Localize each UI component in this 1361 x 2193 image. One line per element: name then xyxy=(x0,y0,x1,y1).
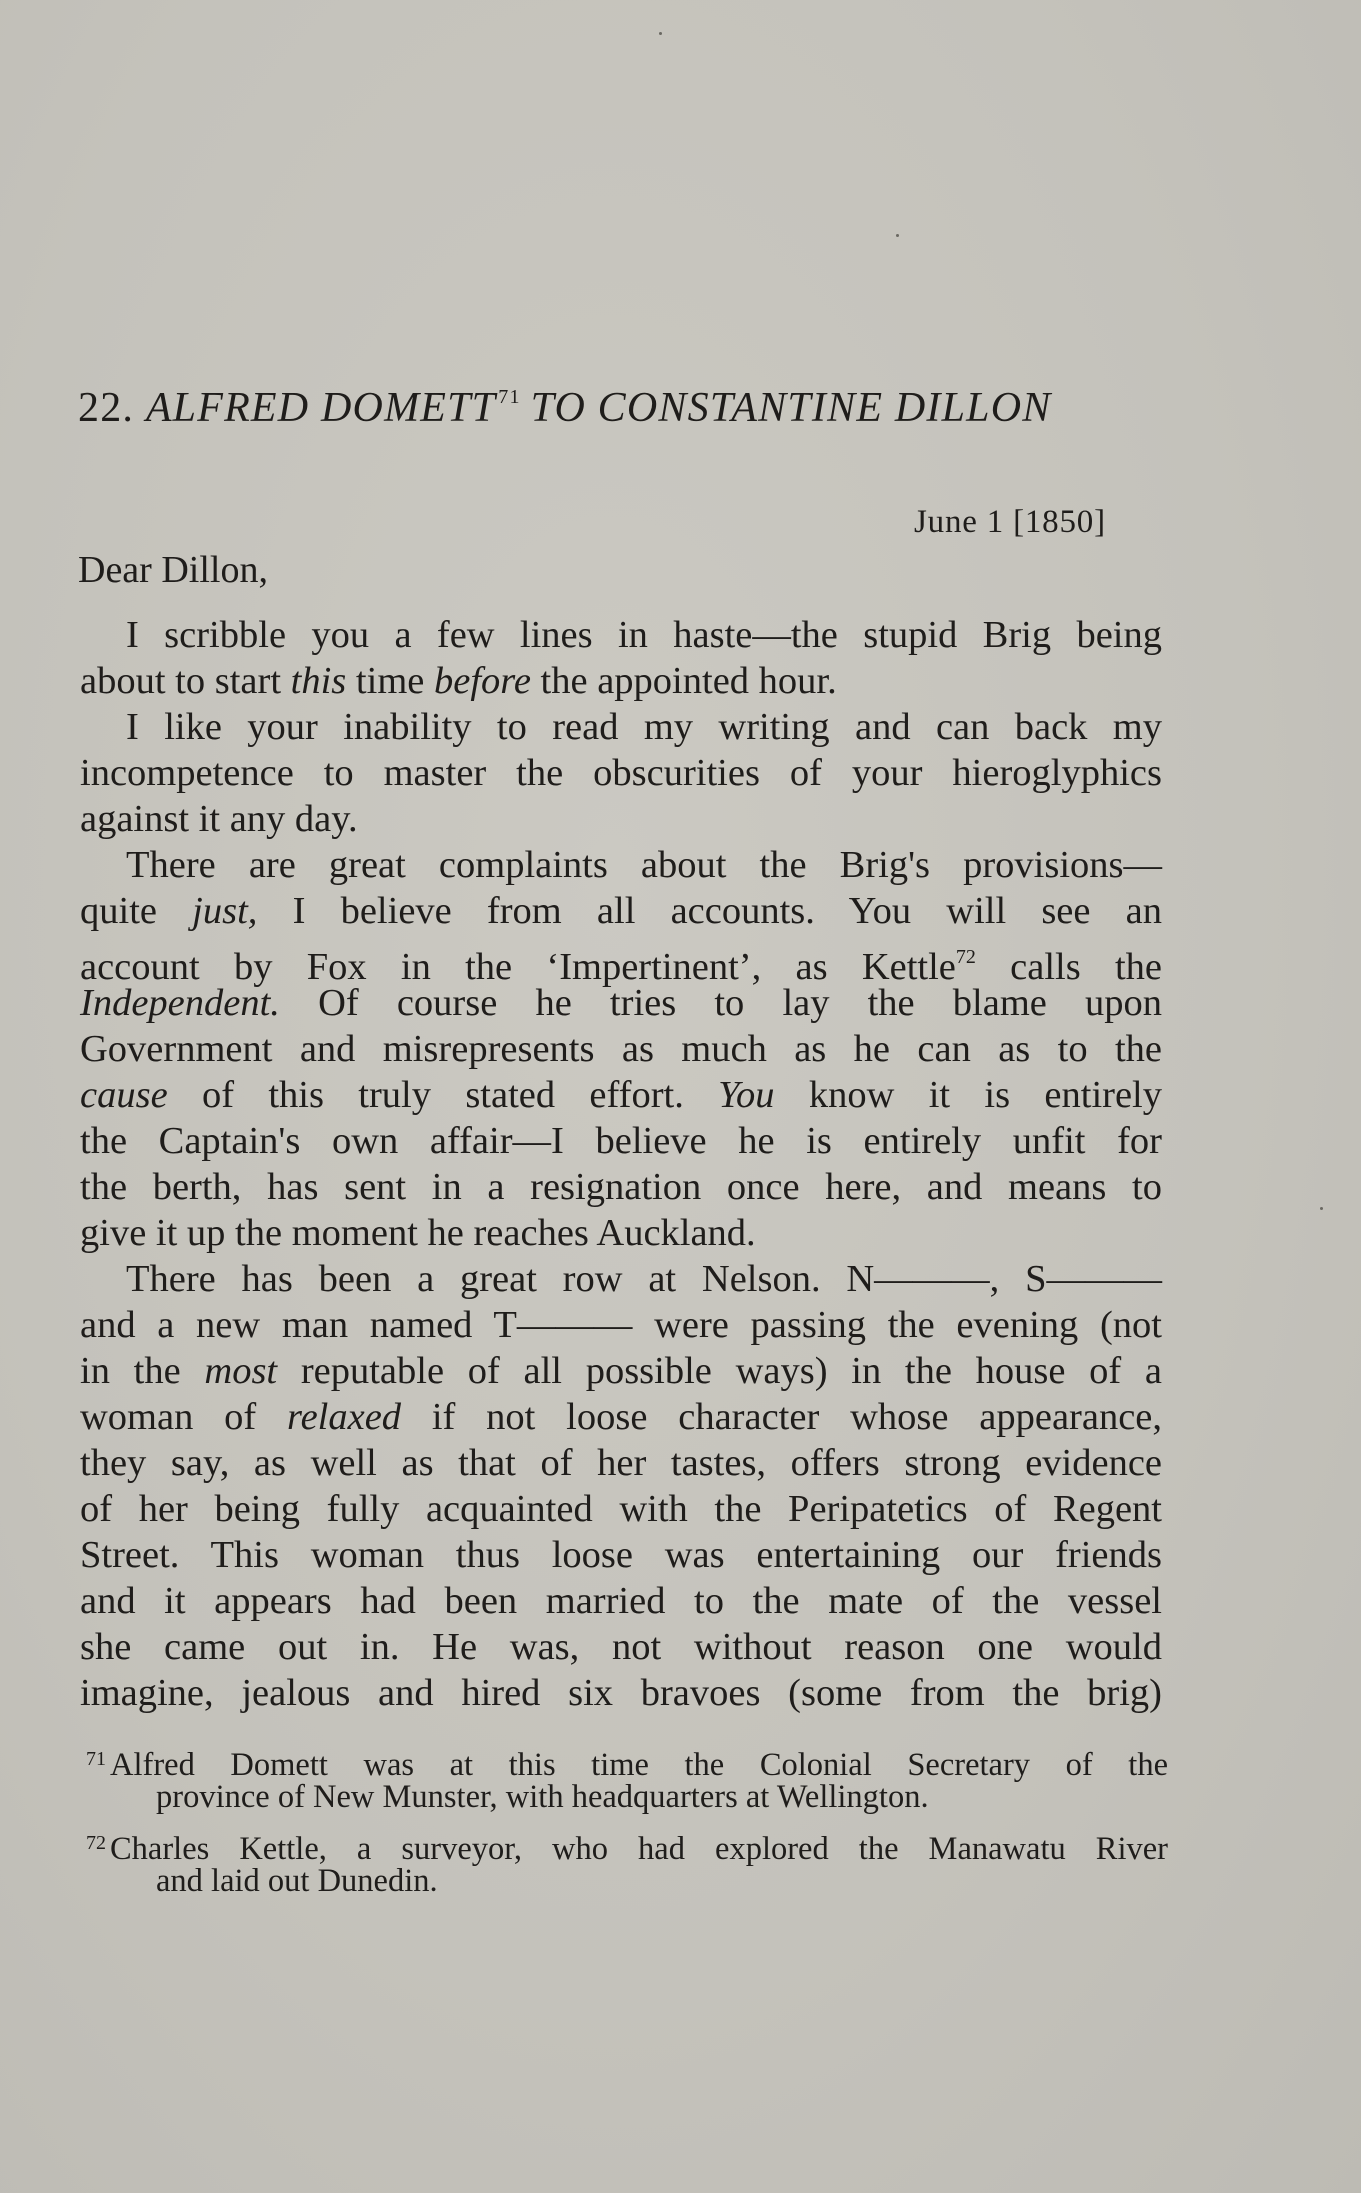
italic-text: this xyxy=(290,660,347,702)
body-line: incompetence to master the obscurities of your hieroglyphics xyxy=(80,752,1162,794)
body-line: imagine, jealous and hired six bravoes (some from the brig) xyxy=(80,1672,1162,1714)
text-run: in the xyxy=(80,1350,205,1392)
body-line xyxy=(80,658,1162,704)
letter-heading xyxy=(78,384,1051,432)
paper-speck xyxy=(659,32,662,35)
letter-number: 22. xyxy=(78,385,135,431)
text-run: calls the xyxy=(975,946,1162,988)
body-line: the berth, has sent in a resignation once here, and means to xyxy=(80,1166,1162,1208)
body-line xyxy=(80,1394,1162,1440)
footnote-72 xyxy=(86,1824,1168,1867)
paper-speck xyxy=(1320,1207,1323,1210)
body-line xyxy=(80,888,1162,934)
text-run: I believe from all accounts. You will see an xyxy=(257,890,1162,932)
letter-title-sender: ALFRED DOMETT xyxy=(145,385,497,431)
body-line: Government and misrepresents as much as he can as to the xyxy=(80,1028,1162,1070)
text-run: account by Fox in the ‘Impertinent’, as Kettle xyxy=(80,946,956,988)
footnote-ref-71: 71 xyxy=(498,386,521,408)
body-line: I like your inability to read my writing and can back my xyxy=(126,706,1162,748)
body-line: and a new man named T——— were passing the evening (not xyxy=(80,1304,1162,1346)
body-line xyxy=(80,1348,1162,1394)
body-line: the Captain's own affair—I believe he is entirely unfit for xyxy=(80,1120,1162,1162)
footnote-text: Charles Kettle, a surveyor, who had explored the Manawatu River xyxy=(110,1831,1168,1867)
body-line xyxy=(80,980,1162,1026)
footnote-71-continued: province of New Munster, with headquarters at Wellington. xyxy=(156,1779,929,1815)
body-line: give it up the moment he reaches Auckland. xyxy=(80,1212,756,1254)
text-run: quite xyxy=(80,890,193,932)
text-run: reputable of all possible ways) in the house of a xyxy=(277,1350,1162,1392)
italic-text: before xyxy=(433,660,531,702)
body-line: against it any day. xyxy=(80,798,358,840)
body-line: There has been a great row at Nelson. N———, S——— xyxy=(126,1258,1162,1300)
body-line: There are great complaints about the Brig's provisions— xyxy=(126,844,1162,886)
footnote-text: Alfred Domett was at this time the Colonial Secretary of the xyxy=(110,1747,1168,1783)
body-line: and it appears had been married to the mate of the vessel xyxy=(80,1580,1162,1622)
italic-text: cause xyxy=(80,1074,168,1116)
footnote-72-continued: and laid out Dunedin. xyxy=(156,1863,438,1899)
body-line: of her being fully acquainted with the Peripatetics of Regent xyxy=(80,1488,1162,1530)
italic-text: most xyxy=(204,1350,278,1392)
footnote-71 xyxy=(86,1740,1168,1783)
text-run: woman of xyxy=(80,1396,288,1438)
text-run: time xyxy=(346,660,434,702)
italic-text: just, xyxy=(192,890,258,932)
text-run: about to start xyxy=(80,660,291,702)
letter-title-recipient: TO CONSTANTINE DILLON xyxy=(530,385,1052,431)
salutation: Dear Dillon, xyxy=(78,549,268,591)
footnote-mark: 72 xyxy=(86,1832,106,1854)
body-line xyxy=(80,1072,1162,1118)
body-line: she came out in. He was, not without reason one would xyxy=(80,1626,1162,1668)
text-run: Of course he tries to lay the blame upon xyxy=(279,982,1162,1024)
body-line: Street. This woman thus loose was entertaining our friends xyxy=(80,1534,1162,1576)
body-line: I scribble you a few lines in haste—the stupid Brig being xyxy=(126,614,1162,656)
text-run: the appointed hour. xyxy=(530,660,837,702)
text-run: of this truly stated effort. xyxy=(167,1074,719,1116)
footnote-mark: 71 xyxy=(86,1748,106,1770)
italic-text: relaxed xyxy=(287,1396,402,1438)
italic-text: Independent. xyxy=(80,982,280,1024)
text-run: if not loose character whose appearance, xyxy=(401,1396,1162,1438)
footnote-ref-72: 72 xyxy=(955,946,976,968)
paper-speck xyxy=(896,234,899,237)
italic-text: You xyxy=(718,1074,775,1116)
text-run: know it is entirely xyxy=(774,1074,1163,1116)
body-line: they say, as well as that of her tastes, offers strong evidence xyxy=(80,1442,1162,1484)
body-line xyxy=(80,934,1162,988)
letter-date: June 1 [1850] xyxy=(914,504,1106,540)
